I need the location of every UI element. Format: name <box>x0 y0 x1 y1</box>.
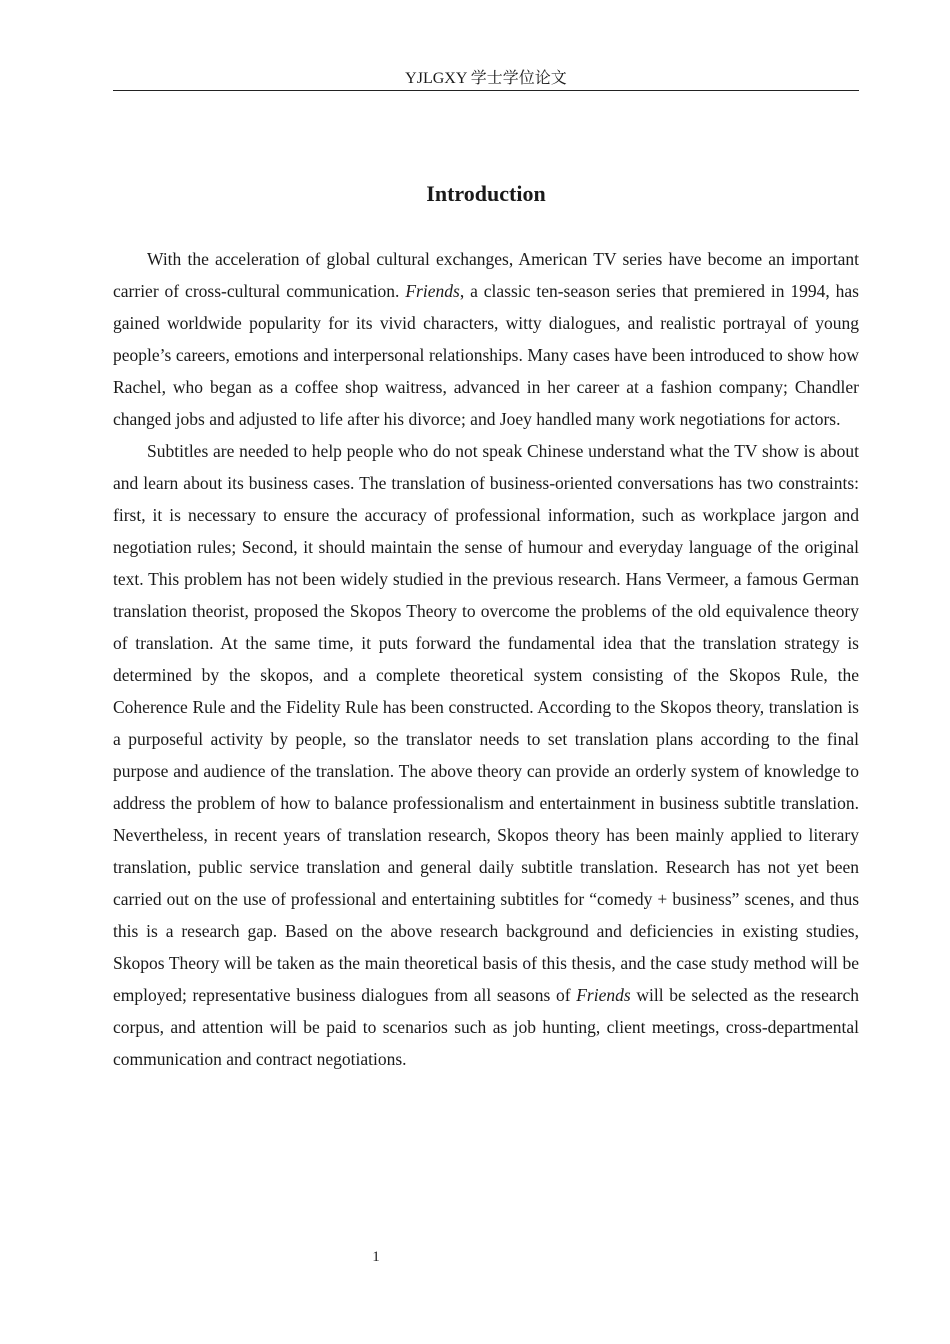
chapter-title: Introduction <box>426 181 546 206</box>
page-number: 1 <box>372 1249 380 1265</box>
paragraph-text-segment: With the acceleration of global cultural exchanges, American TV series have become an important carrier of cross-cultural communication. <box>113 249 859 301</box>
running-header: YJLGXY 学士学位论文 <box>113 70 859 91</box>
work-title-italic: Friends <box>576 985 631 1005</box>
paragraph-1 <box>113 243 859 435</box>
paragraph-text-segment: Subtitles are needed to help people who do not speak Chinese understand what the TV show is about and learn about its business cases. The translation of business-oriented conversations has two constraints: first, it is necessary to ensure the accuracy of professional information, such as workplace jargon and negotiation rules; Second, it should maintain the sense of humour and everyday language of the original text. This problem has not been widely studied in the previous research. Hans Vermeer, a famous German translation theorist, proposed the Skopos Theory to overcome the problems of the old equivalence theory of translation. At the same time, it puts forward the fundamental idea that the translation strategy is determined by the skopos, and a complete theoretical system consisting of the Skopos Rule, the Coherence Rule and the Fidelity Rule has been constructed. According to the Skopos theory, translation is a purposeful activity by people, so the translator needs to set translation plans according to the final purpose and audience of the translation. The above theory can provide an orderly system of knowledge to address the problem of how to balance professionalism and entertainment in business subtitle translation. Nevertheless, in recent years of translation research, Skopos theory has been mainly applied to literary translation, public service translation and general daily subtitle translation. Research has not yet been carried out on the use of professional and entertaining subtitles for “comedy + business” scenes, and thus this is a research gap. Based on the above research background and deficiencies in existing studies, Skopos Theory will be taken as the main theoretical basis of this thesis, and the case study method will be employed; representative business dialogues from all seasons of <box>113 441 859 1005</box>
work-title-italic: Friends <box>405 281 460 301</box>
paragraph-text-segment: , a classic ten-season series that premiered in 1994, has gained worldwide popularity for its vivid characters, witty dialogues, and realistic portrayal of young people’s careers, emotions and interpersonal relationships. Many cases have been introduced to show how Rachel, who began as a coffee shop waitress, advanced in her career at a fashion company; Chandler changed jobs and adjusted to life after his divorce; and Joey handled many work negotiations for actors. <box>113 281 859 429</box>
paragraph-2 <box>113 435 859 1075</box>
body-text <box>113 243 859 1075</box>
paragraph-text-segment: will be selected as the research corpus, and attention will be paid to scenarios such as job hunting, client meetings, cross-departmental communication and contract negotiations. <box>113 985 859 1069</box>
